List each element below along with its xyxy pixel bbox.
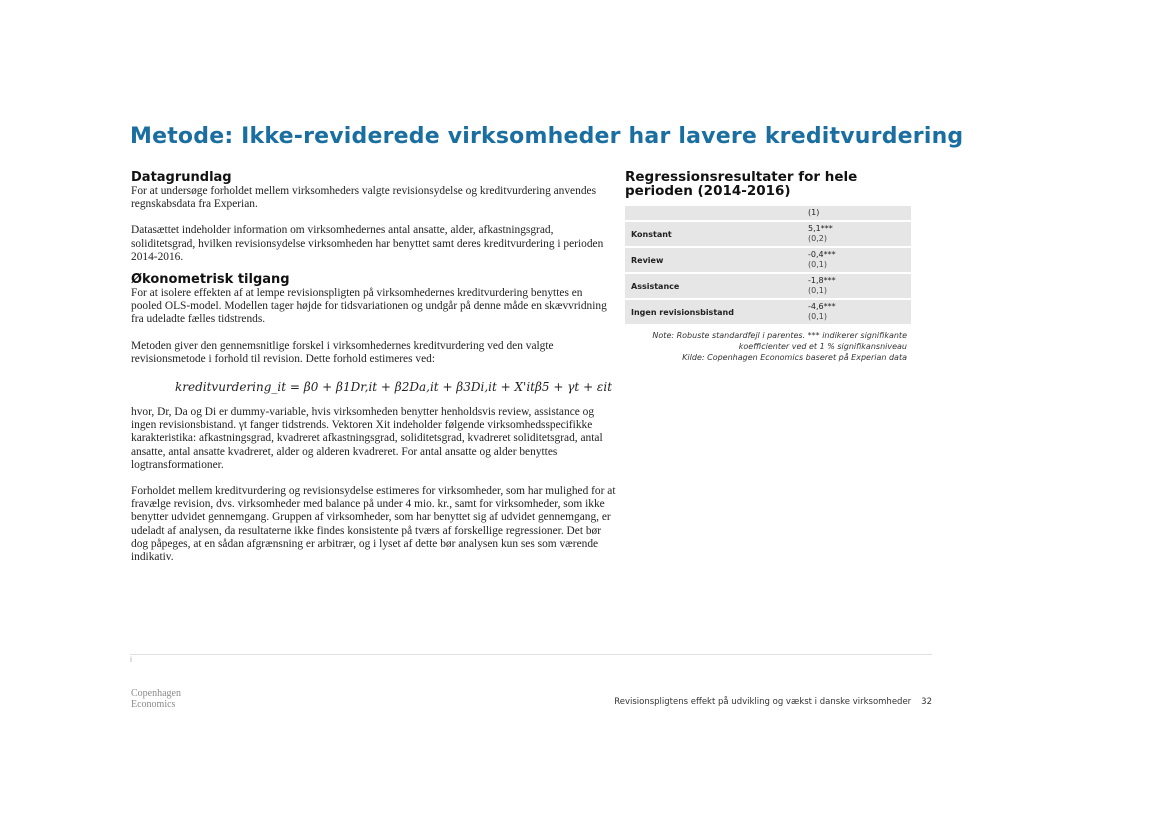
table-notes xyxy=(625,330,915,363)
table-header-row xyxy=(625,206,911,220)
company-logo xyxy=(131,688,181,710)
okonometrisk-paragraph-2: Metoden giver den gennemsnitlige forskel i virksomhedernes kreditvurdering ved den valgte revisionsmetode i forhold til revision. Dette forhold estimeres ved: xyxy=(131,339,554,365)
standard-error: (0,1) xyxy=(808,312,827,321)
coefficient: -4,6*** xyxy=(808,302,836,311)
note-line-1: Note: Robuste standardfejl i parentes. *** indikerer signifikante xyxy=(652,331,907,340)
row-value xyxy=(802,274,911,298)
page-title: Metode: Ikke-reviderede virksomheder har lavere kreditvurdering xyxy=(130,124,964,149)
row-label: Konstant xyxy=(625,222,802,246)
regression-equation: kreditvurdering_it = β0 + β1Dr,it + β2Da,it + β3Di,it + X'itβ5 + γt + εit xyxy=(174,380,613,395)
note-line-2: koefficienter ved et 1 % signifikansniveau xyxy=(738,342,907,351)
coefficient: -1,8*** xyxy=(808,276,836,285)
row-value xyxy=(802,248,911,272)
datagrundlag-paragraph-1: For at undersøge forholdet mellem virksomheders valgte revisionsydelse og kreditvurdering anvendes regnskabsdata fra Experian. xyxy=(131,185,596,211)
row-value xyxy=(802,300,911,324)
table-row xyxy=(625,274,911,298)
table-row xyxy=(625,248,911,272)
okonometrisk-heading: Økonometrisk tilgang xyxy=(131,272,290,288)
table-header-empty xyxy=(625,206,802,220)
footer-divider xyxy=(130,654,932,655)
table-row xyxy=(625,300,911,324)
regression-table xyxy=(625,204,911,326)
row-value xyxy=(802,222,911,246)
regression-heading: Regressionsresultater for hele perioden (2014-2016) xyxy=(625,169,858,199)
footer-info xyxy=(614,697,932,707)
datagrundlag-heading: Datagrundlag xyxy=(131,170,232,185)
coefficient: 5,1*** xyxy=(808,224,833,233)
logo-line-2: Economics xyxy=(131,699,176,710)
okonometrisk-paragraph-4: Forholdet mellem kreditvurdering og revisionsydelse estimeres for virksomheder, som har mulighed for at fravælge revision, dvs. virksomheder med balance på under 4 mio. kr., samt for virksomheder, som ikke benytter udvidet gennemgang. Gruppen af virksomheder, som har benyttet sig af udvidet gennemgang, er udeladt af analysen, da resultaterne ikke findes konsistente på tværs af forskellige regressioner. Det bør dog påpeges, at en sådan afgrænsning er arbitrær, og i lyset af dette bør analysen kun ses som værende indikativ. xyxy=(131,485,616,564)
report-title: Revisionspligtens effekt på udvikling og vækst i danske virksomheder xyxy=(614,697,912,707)
okonometrisk-paragraph-1: For at isolere effekten af at lempe revisionspligten på virksomhedernes kreditvurdering benyttes en pooled OLS-model. Modellen tager højde for tidsvariationen og undgår på denne måde en skævvridning fra udeladte fælles tidstrends. xyxy=(131,287,607,326)
source-line: Kilde: Copenhagen Economics baseret på Experian data xyxy=(682,353,907,362)
footer-mark: i xyxy=(130,656,132,664)
standard-error: (0,2) xyxy=(808,234,827,243)
coefficient: -0,4*** xyxy=(808,250,836,259)
okonometrisk-paragraph-3: hvor, Dr, Da og Di er dummy-variable, hvis virksomheden benytter henholdsvis review, assistance og ingen revisionsbistand. γt fanger tidstrends. Vektoren Xit indeholder følgende virksomhedsspecifikke karakteristika: afkastningsgrad, kvadreret afkastningsgrad, soliditetsgrad, kvadreret soliditetsgrad, antal ansatte, antal ansatte kvadreret, alder og alderen kvadreret. For antal ansatte og alder benyttes logtransformationer. xyxy=(131,406,603,471)
table-column-header: (1) xyxy=(802,206,911,220)
method-text-column xyxy=(131,170,616,564)
datagrundlag-paragraph-2: Datasættet indeholder information om virksomhedernes antal ansatte, alder, afkastningsgrad, soliditetsgrad, hvilken revisionsydelse virksomheden har benyttet samt deres kreditvurdering i perioden 2014-2016. xyxy=(131,224,604,263)
row-label: Assistance xyxy=(625,274,802,298)
table-row xyxy=(625,222,911,246)
regression-results-panel xyxy=(625,170,915,363)
logo-line-1: Copenhagen xyxy=(131,688,181,699)
standard-error: (0,1) xyxy=(808,260,827,269)
page-number: 32 xyxy=(921,697,932,707)
row-label: Review xyxy=(625,248,802,272)
row-label: Ingen revisionsbistand xyxy=(625,300,802,324)
standard-error: (0,1) xyxy=(808,286,827,295)
